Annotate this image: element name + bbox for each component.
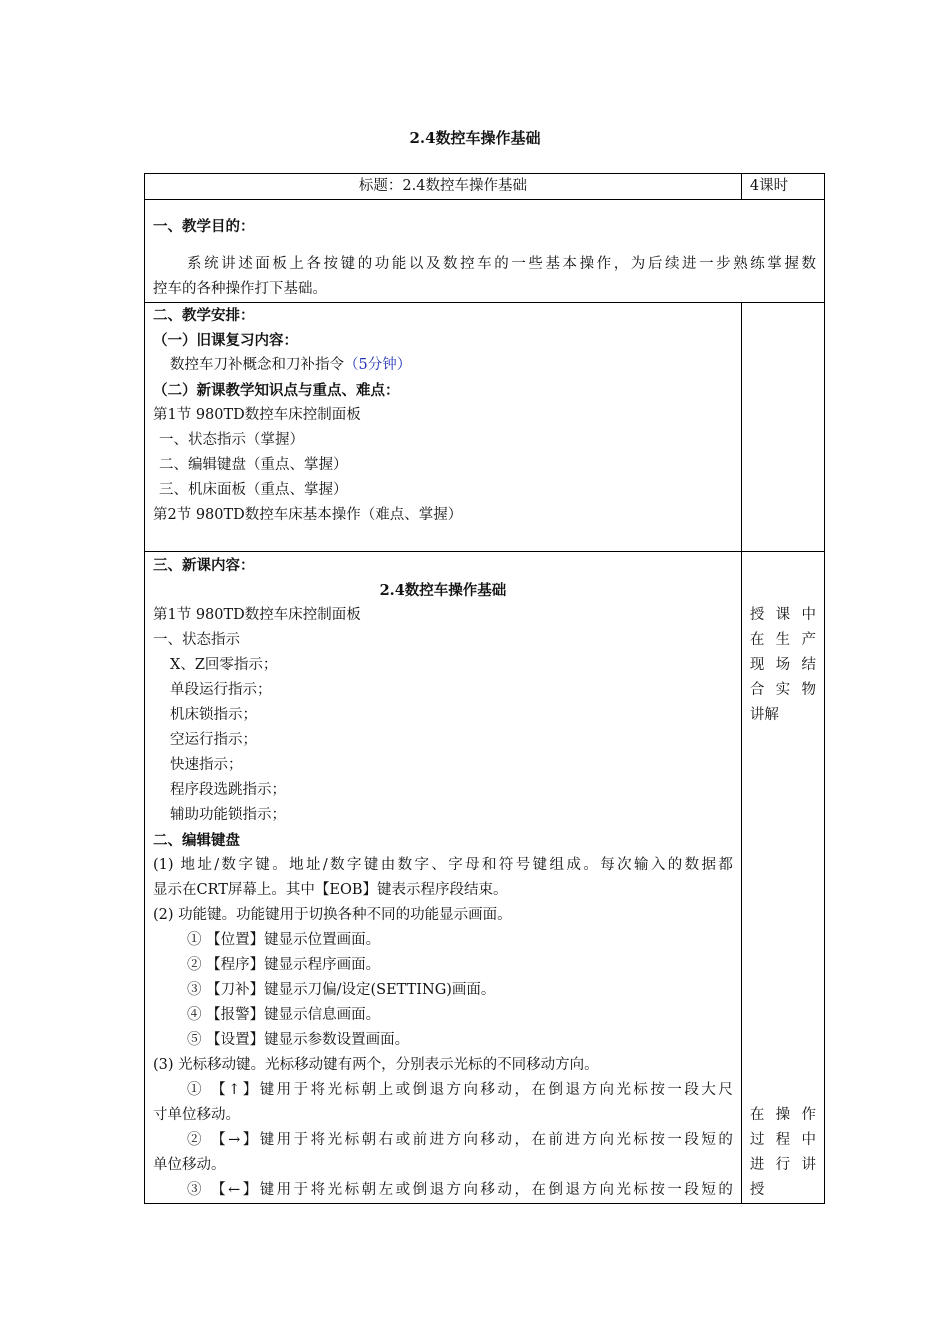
status-heading: 一、状态指示	[153, 632, 240, 648]
side-note1-line: 授 课 中	[749, 607, 816, 623]
review-text: 数控车刀补概念和刀补指令（5分钟）	[170, 357, 412, 373]
side-note1-line: 讲解	[749, 707, 779, 723]
arrangement-item2: 二、编辑键盘（重点、掌握）	[159, 457, 348, 473]
cursor1-line1: ① 【↑】键用于将光标朝上或倒退方向移动，在倒退方向光标按一段大尺	[187, 1082, 733, 1098]
side-note1-line: 现 场 结	[749, 657, 816, 673]
header-title-cell	[145, 174, 742, 200]
document-title: 2.4数控车操作基础	[409, 129, 541, 147]
lesson-title: 标题：2.4数控车操作基础	[358, 178, 527, 194]
lesson-plan-table	[144, 173, 825, 1204]
new-knowledge-heading: （二）新课教学知识点与重点、难点：	[153, 382, 400, 399]
lesson-hours: 4课时	[749, 178, 789, 194]
p2: (2) 功能键。功能键用于切换各种不同的功能显示画面。	[153, 907, 512, 923]
cursor3-line1: ③ 【←】键用于将光标朝左或倒退方向移动，在倒退方向光标按一段短的	[187, 1182, 733, 1198]
arrangement-section2: 第2节 980TD数控车床基本操作（难点、掌握）	[153, 507, 463, 523]
objectives-heading: 一、教学目的：	[153, 218, 255, 235]
content-row	[145, 552, 825, 1204]
cursor2-line2: 单位移动。	[153, 1157, 226, 1173]
content-heading: 三、新课内容：	[153, 557, 255, 574]
status-item: 机床锁指示；	[170, 707, 257, 723]
side-note2-line: 授	[749, 1182, 765, 1198]
p1-line1: (1) 地址/数字键。地址/数字键由数字、字母和符号键组成。每次输入的数据都	[153, 857, 733, 873]
arrangement-row	[145, 303, 825, 552]
side-note2-line: 过 程 中	[749, 1132, 816, 1148]
cursor1-line2: 寸单位移动。	[153, 1107, 240, 1123]
side-note2-line: 进 行 讲	[749, 1157, 816, 1173]
objectives-row	[145, 200, 825, 303]
status-item: 辅助功能锁指示；	[170, 807, 286, 823]
review-heading: （一）旧课复习内容：	[153, 332, 298, 349]
side-note1-line: 合 实 物	[749, 682, 816, 698]
arrangement-heading: 二、教学安排：	[153, 307, 255, 324]
func-item: ⑤ 【设置】键显示参数设置画面。	[187, 1032, 410, 1048]
objectives-cell	[145, 200, 825, 303]
content-center-title: 2.4数控车操作基础	[379, 582, 507, 599]
arrangement-cell	[145, 303, 742, 552]
side-note1-line: 在 生 产	[749, 632, 816, 648]
func-item: ④ 【报警】键显示信息画面。	[187, 1007, 381, 1023]
status-item: 程序段选跳指示；	[170, 782, 286, 798]
arrangement-item3: 三、机床面板（重点、掌握）	[159, 482, 348, 498]
p1-line2: 显示在CRT屏幕上。其中【EOB】键表示程序段结束。	[153, 882, 508, 898]
arrangement-item1: 一、状态指示（掌握）	[159, 432, 304, 448]
status-item: 快速指示；	[170, 757, 243, 773]
func-item: ③ 【刀补】键显示刀偏/设定(SETTING)画面。	[187, 982, 496, 998]
func-item: ① 【位置】键显示位置画面。	[187, 932, 381, 948]
objectives-text-line1: 系统讲述面板上各按键的功能以及数控车的一些基本操作，为后续进一步熟练掌握数	[187, 256, 816, 272]
status-item: 单段运行指示；	[170, 682, 272, 698]
arrangement-section1: 第1节 980TD数控车床控制面板	[153, 407, 361, 423]
header-row	[145, 174, 825, 200]
p3: (3) 光标移动键。光标移动键有两个，分别表示光标的不同移动方向。	[153, 1057, 599, 1073]
review-time: （5分钟）	[344, 357, 412, 373]
func-item: ② 【程序】键显示程序画面。	[187, 957, 381, 973]
status-item: X、Z回零指示；	[170, 657, 278, 673]
side-note2-line: 在 操 作	[749, 1107, 816, 1123]
status-item: 空运行指示；	[170, 732, 257, 748]
content-side-cell	[741, 552, 824, 1204]
cursor2-line1: ② 【→】键用于将光标朝右或前进方向移动，在前进方向光标按一段短的	[187, 1132, 733, 1148]
objectives-text-line2: 控车的各种操作打下基础。	[153, 281, 327, 297]
keyboard-heading: 二、编辑键盘	[153, 832, 240, 849]
content-cell	[145, 552, 742, 1204]
arrangement-side-cell	[741, 303, 824, 552]
header-hours-cell	[741, 174, 824, 200]
content-section1: 第1节 980TD数控车床控制面板	[153, 607, 361, 623]
